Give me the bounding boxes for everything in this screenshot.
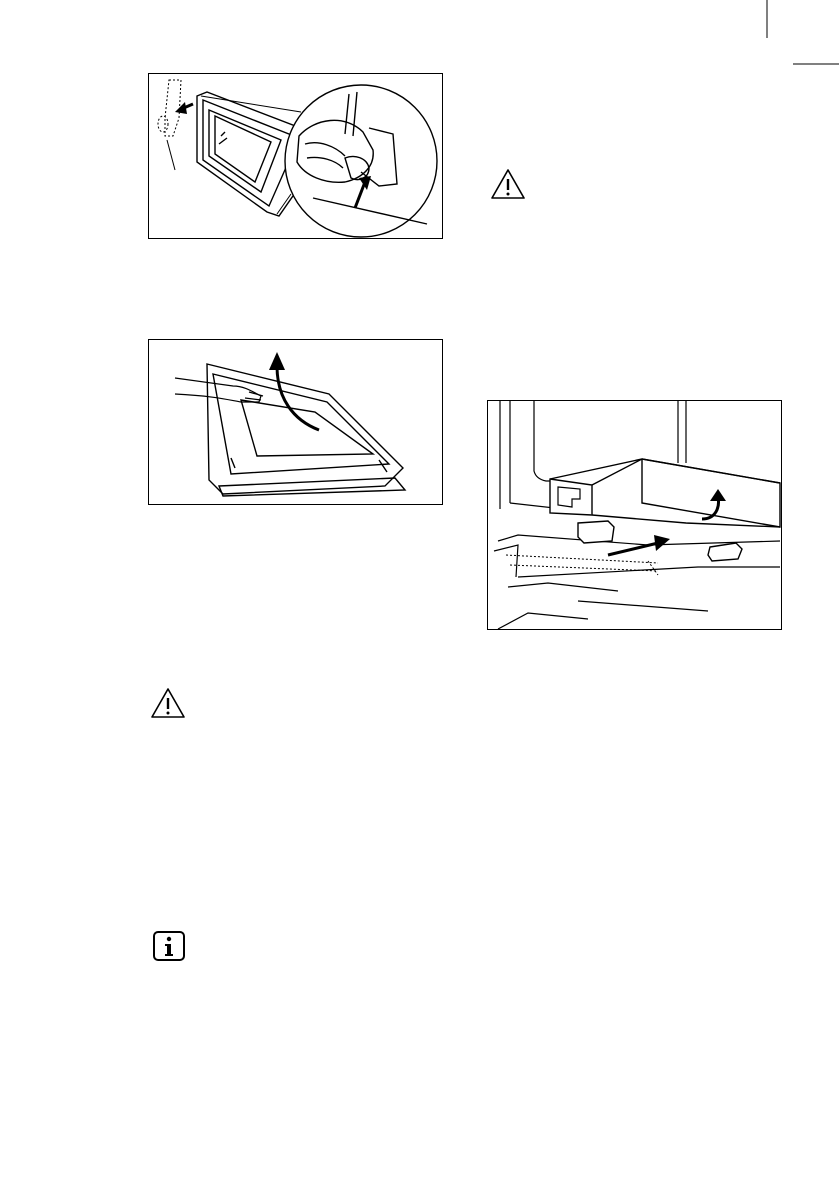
crop-mark-icon [745,0,839,70]
info-icon [152,930,186,962]
door-removal-illustration [148,73,443,239]
warning-icon-right [490,168,526,200]
glass-panel-illustration [148,339,443,505]
shelf-support-illustration [487,400,782,630]
warning-icon-left [150,687,186,719]
